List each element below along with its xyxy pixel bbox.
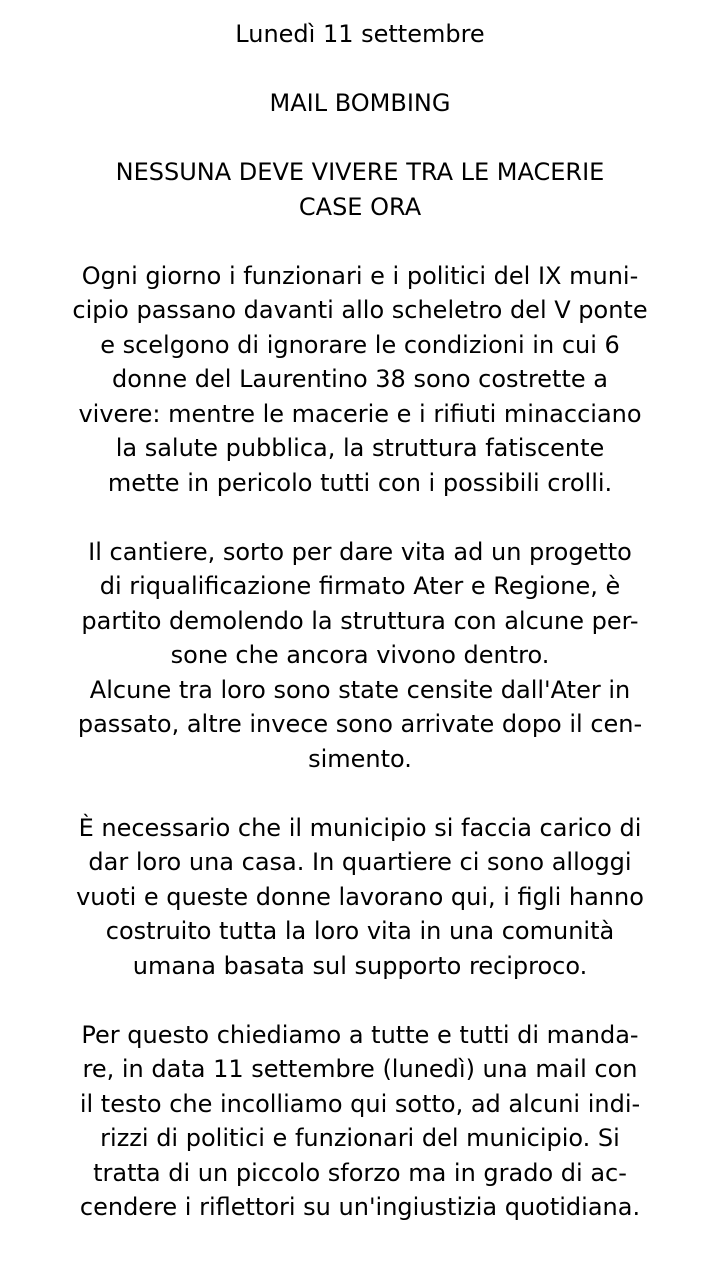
text-line: simento. <box>308 744 412 773</box>
text-line: sone che ancora vivono dentro. <box>170 641 550 669</box>
text-line: rizzi di politici e funzionari del municipio. Si <box>100 1124 620 1152</box>
headline-line: CASE ORA <box>298 192 422 221</box>
text-line: Ogni giorno i funzionari e i politici del IX muni- <box>81 261 639 290</box>
spacer <box>22 983 698 1018</box>
text-line: partito demolendo la struttura con alcune per- <box>81 606 639 635</box>
page-title: MAIL BOMBING <box>269 89 451 117</box>
text-line: re, in data 11 settembre (lunedì) una mail con <box>82 1055 638 1083</box>
paragraph-1 <box>22 259 698 501</box>
text-line: cendere i riflettori su un'ingiustizia quotidiana. <box>79 1193 641 1221</box>
text-line: cipio passano davanti allo scheletro del V ponte <box>72 296 648 324</box>
text-line: costruito tutta la loro vita in una comunità <box>105 917 615 945</box>
text-line: vuoti e queste donne lavorano qui, i figli hanno <box>76 882 644 911</box>
text-line: la salute pubblica, la struttura fatiscente <box>115 434 605 462</box>
spacer <box>22 121 698 156</box>
text-line: mette in pericolo tutti con i possibili crolli. <box>107 468 613 497</box>
date-line: Lunedì 11 settembre <box>235 20 485 48</box>
text-line: Alcune tra loro sono state censite dall'Ater in <box>89 675 631 704</box>
text-line: dar loro una casa. In quartiere ci sono alloggi <box>88 848 632 876</box>
spacer <box>22 224 698 259</box>
text-line: vivere: mentre le macerie e i rifiuti minacciano <box>78 399 642 428</box>
headline <box>22 155 698 224</box>
spacer <box>22 776 698 811</box>
paragraph-2 <box>22 535 698 777</box>
text-line: Il cantiere, sorto per dare vita ad un progetto <box>88 537 632 566</box>
headline-line: NESSUNA DEVE VIVERE TRA LE MACERIE <box>115 158 605 186</box>
text-line: di riqualificazione firmato Ater e Regione, è <box>99 572 621 600</box>
paragraph-4 <box>22 1018 698 1225</box>
text-line: tratta di un piccolo sforzo ma in grado di ac- <box>93 1158 627 1187</box>
text-line: il testo che incolliamo qui sotto, ad alcuni indi- <box>79 1089 641 1118</box>
text-line: donne del Laurentino 38 sono costrette a <box>112 365 608 393</box>
paragraph-3 <box>22 811 698 984</box>
text-line: umana basata sul supporto reciproco. <box>132 951 588 980</box>
spacer <box>22 52 698 87</box>
text-line: Per questo chiediamo a tutte e tutti di manda- <box>81 1020 639 1049</box>
text-line: passato, altre invece sono arrivate dopo il cen- <box>77 710 643 738</box>
text-line: È necessario che il municipio si faccia carico di <box>78 813 642 842</box>
spacer <box>22 500 698 535</box>
text-line: e scelgono di ignorare le condizioni in cui 6 <box>100 330 620 359</box>
